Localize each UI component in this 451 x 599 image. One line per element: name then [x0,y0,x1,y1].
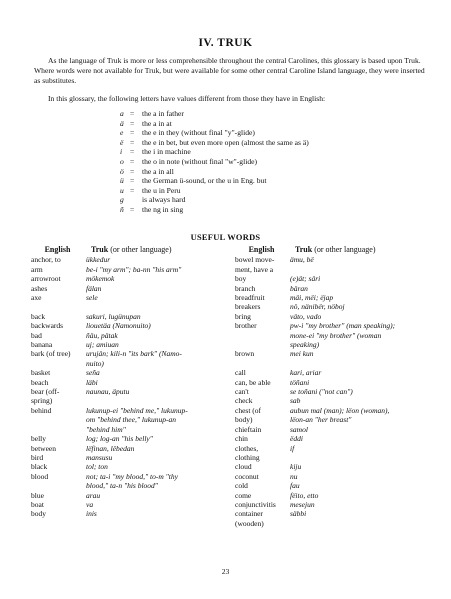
pronunciation-legend [120,109,309,215]
page-title: IV. TRUK [198,37,253,49]
entry-english: coconut [235,471,259,481]
entry-truk: väto, vado [290,311,322,321]
glossary-entry [30,425,225,434]
glossary-entry [234,378,430,387]
entry-english: can't [235,387,249,397]
entry-truk: mone-ei "my brother" (woman [290,330,382,340]
legend-description: the e in bet, but even more open (almost the same as ä) [142,137,309,147]
entry-english: ashes [31,283,48,293]
glossary-entry [30,500,225,509]
glossary-entry [234,274,430,283]
entry-english: can, be able [235,377,271,387]
glossary-entry [30,434,225,443]
entry-truk: ëddi [290,434,303,444]
entry-english [30,302,86,311]
entry-truk: ämu, bë [290,255,314,265]
glossary-entry [234,312,430,321]
entry-truk: fau [290,481,300,491]
glossary-entry [234,396,430,405]
glossary-entry [30,265,225,274]
glossary-entry [234,284,430,293]
entry-english: (wooden) [235,518,264,528]
entry-truk: bäran [290,283,308,293]
entry-english: backwards [31,321,64,331]
legend-equals: = [130,109,135,118]
glossary-entry [30,453,225,462]
entry-truk: naunau, äputu [86,387,130,397]
header-english: English [44,245,71,254]
entry-truk: kiju [290,462,302,472]
glossary-entry [30,359,225,368]
legend-symbol: g [120,195,124,205]
entry-truk: nö, nänibër, nöboj [290,302,345,312]
entry-truk: arau [86,490,101,500]
legend-symbol: ä [120,118,124,128]
legend-row [120,167,309,177]
glossary-entry [30,415,225,424]
entry-english [30,415,86,424]
glossary-entry [234,481,430,490]
legend-equals: = [130,204,135,214]
entry-english: basket [31,368,51,378]
header-truk-note: (or other language) [314,245,376,254]
glossary-entry [30,349,225,358]
legend-description: the i in machine [142,147,191,157]
entry-english: spring) [31,396,53,406]
entry-truk: om "behind thee," lukunup-an [86,415,177,425]
legend-equals: = [130,137,135,147]
legend-row [120,138,309,148]
glossary-entry [234,387,430,396]
glossary-entry [234,321,430,330]
entry-truk: speaking) [290,340,320,350]
entry-english: arrowroot [31,274,61,284]
entry-english: banana [31,340,53,350]
legend-equals: = [130,166,135,176]
entry-english: chieftain [235,424,262,434]
legend-description: the a in all [142,166,174,176]
legend-description: the German ü-sound, or the u in Eng. but [142,176,267,186]
entry-english: chest (of [235,405,262,415]
glossary-entry [30,481,225,490]
glossary-entry [234,349,430,358]
glossary-entry [234,265,430,274]
glossary-entry [234,415,430,424]
legend-equals: = [130,118,135,128]
glossary-entry [30,462,225,471]
entry-english: blood [31,471,49,481]
glossary-entry [234,491,430,500]
glossary-entry [30,340,225,349]
entry-truk: sakuri, lugünupan [86,311,141,321]
entry-english: body) [235,415,253,425]
entry-truk: aubun mal (man); lëon (woman), [290,405,390,415]
entry-english: boy [235,274,247,284]
legend-symbol: ü [120,176,124,186]
entry-truk: nuito) [86,358,104,368]
glossary-entry [234,406,430,415]
entry-truk: uj; amiuan [86,340,119,350]
header-truk-note: (or other language) [110,245,172,254]
entry-english: clothing [235,452,260,462]
glossary-entry [234,359,430,368]
legend-equals: = [130,176,135,186]
header-truk-label: Truk [91,245,109,254]
entry-truk [86,396,225,405]
legend-row [120,147,309,157]
entry-english: boat [31,499,44,509]
entry-english: beach [31,377,49,387]
glossary-entry [30,284,225,293]
entry-truk: tol; ton [86,462,108,472]
entry-truk: mei kun [290,349,314,359]
entry-truk: säbbi [290,509,307,519]
entry-english: conjunctivitis [235,499,276,509]
column-header [234,245,430,254]
entry-english: cold [235,481,248,491]
entry-truk: mäi, mëi; ëjap [290,293,334,303]
entry-truk: fälan [86,283,102,293]
entry-english [234,340,290,349]
header-english: English [248,245,275,254]
entry-truk: mesejun [290,499,315,509]
glossary-entry [30,509,225,518]
glossary-entry [234,302,430,311]
entry-english [30,425,86,434]
glossary-entry [234,462,430,471]
glossary-entry [234,472,430,481]
intro-paragraph-1: As the language of Truk is more or less comprehensible throughout the central Carolines, this glossary is based upon Truk. Where words were not available for Truk, but were available for some other central Caroline Island language, they were inserted as substitutes. [34,56,425,86]
entry-english: body [31,509,46,519]
entry-truk: pw-i "my brother" (man speaking); [290,321,396,331]
entry-truk [86,302,225,311]
entry-truk [290,519,430,528]
header-truk-label: Truk [295,245,313,254]
entry-truk: inis [86,509,97,519]
glossary-entry [234,368,430,377]
entry-truk: ükkedur [86,255,111,265]
legend-description: is always hard [142,195,186,205]
entry-truk: läbi [86,377,98,387]
entry-truk: nu [290,471,298,481]
glossary-entry [30,472,225,481]
entry-truk: töñani [290,377,310,387]
entry-truk: (e)ät; säri [290,274,321,284]
entry-truk: log; log-an "his belly" [86,434,153,444]
entry-english: axe [31,293,42,303]
legend-description: the o in note (without final "w"-glide) [142,156,258,166]
entry-truk: urujän; kili-n "its bark" (Namo- [86,349,182,359]
legend-equals: = [130,185,135,195]
legend-row [120,109,309,119]
legend-row [120,205,309,215]
glossary-entry [30,387,225,396]
legend-row [120,195,309,205]
entry-english: belly [31,434,46,444]
glossary-entry [234,293,430,302]
glossary-entry [30,312,225,321]
legend-equals: = [130,147,135,157]
entry-english: call [235,368,246,378]
intro-paragraph-2: In this glossary, the following letters have values different from those they have in English: [48,94,326,103]
glossary-entry [30,444,225,453]
legend-row [120,157,309,167]
entry-english: container [235,509,263,519]
entry-truk: sab [290,396,301,406]
glossary-entry [234,331,430,340]
entry-english: behind [31,405,52,415]
glossary-entry [234,519,430,528]
entry-english [234,359,290,368]
glossary-entry [30,302,225,311]
entry-truk: samol [290,424,308,434]
entry-english: brother [235,321,257,331]
entry-english: back [31,311,46,321]
legend-row [120,128,309,138]
legend-symbol: ë [120,137,124,147]
entry-truk: seña [86,368,100,378]
entry-truk: be-i "my arm"; ba-nn "his arm" [86,264,182,274]
entry-english: brown [235,349,255,359]
entry-english: bird [31,452,44,462]
entry-truk: "behind him" [86,424,126,434]
glossary-entry [30,368,225,377]
entry-english: arm [31,264,43,274]
entry-english: bowel move- [235,255,275,265]
entry-truk: liouetäa (Namonuito) [86,321,151,331]
entry-english: bear (off- [31,387,60,397]
entry-truk: lëon-an "her breast" [290,415,352,425]
entry-truk: not; ta-i "my blood," to-m "thy [86,471,178,481]
entry-english [234,331,290,340]
entry-truk: sele [86,293,98,303]
glossary-entry [234,500,430,509]
glossary-list-right [234,255,430,528]
entry-english: breadfruit [235,293,265,303]
glossary-entry [234,425,430,434]
entry-truk: blood," ta-n "his blood" [86,481,158,491]
entry-english [30,359,86,368]
entry-english: bark (of tree) [31,349,71,359]
entry-english: cloud [235,462,252,472]
glossary-entry [234,444,430,453]
entry-english: come [235,490,252,500]
entry-truk: if [290,443,295,453]
legend-description: the ng in sing [142,204,184,214]
entry-truk: lukunup-ei "behind me," lukunup- [86,405,188,415]
page-number: 23 [221,567,230,576]
entry-english: between [31,443,56,453]
glossary-entry [234,453,430,462]
entry-truk: kari, ariar [290,368,322,378]
legend-symbol: i [120,147,123,157]
legend-symbol: a [120,109,124,118]
header-truk [85,245,225,254]
glossary-entry [234,255,430,264]
entry-english: ment, have a [235,264,274,274]
legend-symbol: ñ [120,204,124,214]
entry-english: anchor, to [31,255,61,265]
glossary-entry [234,434,430,443]
glossary-column-right [234,245,430,528]
entry-truk: mansusu [86,452,113,462]
glossary-entry [30,396,225,405]
glossary-entry [30,293,225,302]
header-truk [289,245,430,254]
entry-english: blue [31,490,44,500]
glossary-entry [30,378,225,387]
section-title: USEFUL WORDS [190,233,261,242]
entry-truk [290,359,430,368]
entry-truk: ñäu, pätak [86,330,118,340]
legend-symbol: e [120,128,124,138]
entry-truk [290,453,430,462]
entry-truk: lëfinan, lëbedan [86,443,135,453]
legend-equals: = [130,156,135,166]
entry-english: bad [31,330,42,340]
legend-description: the u in Peru [142,185,181,195]
glossary-entry [30,255,225,264]
legend-row [120,186,309,196]
glossary-entry [30,406,225,415]
entry-truk: mökemok [86,274,115,284]
entry-english: clothes, [235,443,259,453]
legend-row [120,176,309,186]
column-header [30,245,225,254]
entry-english: black [31,462,48,472]
legend-symbol: o [120,156,124,166]
entry-truk [290,265,430,274]
glossary-list-left [30,255,225,518]
glossary-entry [234,340,430,349]
entry-truk: fëito, etto [290,490,319,500]
entry-english: breakers [235,302,261,312]
glossary-entry [30,274,225,283]
entry-english [30,481,86,490]
legend-description: the a in father [142,109,184,118]
glossary-column-left [30,245,225,519]
legend-symbol: ö [120,166,124,176]
glossary-entry [234,509,430,518]
legend-description: the e in they (without final "y"-glide) [142,128,255,138]
legend-equals: = [130,128,135,138]
entry-english: check [235,396,253,406]
glossary-entry [30,331,225,340]
glossary-entry [30,491,225,500]
entry-english: chin [235,434,248,444]
legend-row [120,119,309,129]
glossary-entry [30,321,225,330]
legend-description: the a in at [142,118,172,128]
entry-truk: se toñani ("not can") [290,387,353,397]
legend-symbol: u [120,185,124,195]
entry-english: branch [235,283,256,293]
entry-truk: va [86,499,94,509]
entry-english: bring [235,311,251,321]
